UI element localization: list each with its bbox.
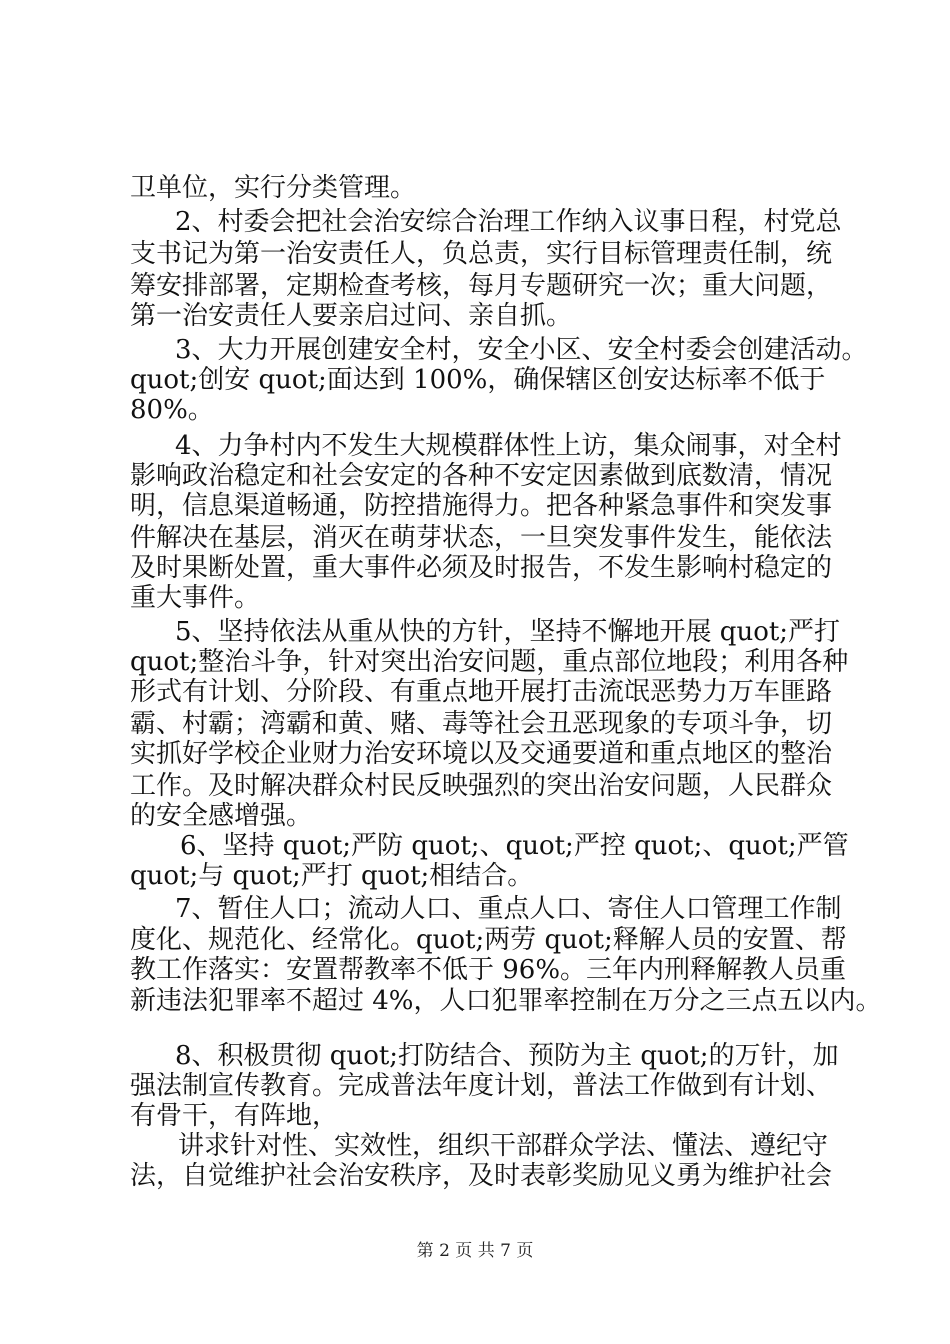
text-line: quot;整治斗争，针对突出治安问题，重点部位地段；利用各种 [130,647,849,677]
text-line: 4、力争村内不发生大规模群体性上访，集众闹事，对全村 [175,431,842,461]
text-line: 7、暂住人口；流动人口、重点人口、寄住人口管理工作制 [175,894,842,924]
text-line: 工作。及时解决群众村民反映强烈的突出治安问题，人民群众 [130,771,833,801]
text-line: 有骨干，有阵地， [130,1101,339,1131]
text-line: 的安全感增强。 [130,801,313,831]
text-line: 卫单位，实行分类管理。 [130,173,417,203]
page-footer: 第 2 页 共 7 页 [416,1241,534,1261]
text-line: 2、村委会把社会治安综合治理工作纳入议事日程，村党总 [175,207,842,237]
text-line: 强法制宣传教育。完成普法年度计划，普法工作做到有计划、 [130,1071,833,1101]
text-line: 新违法犯罪率不超过 4%，人口犯罪率控制在万分之三点五以内。 [130,986,882,1016]
text-line: quot;创安 quot;面达到 100%，确保辖区创安达标率不低于 [130,365,826,395]
text-line: 5、坚持依法从重从快的方针，坚持不懈地开展 quot;严打 [175,617,841,647]
text-line: 霸、村霸；湾霸和黄、赌、毒等社会丑恶现象的专项斗争，切 [130,709,833,739]
text-line: 3、大力开展创建安全村，安全小区、安全村委会创建活动。 [175,335,868,365]
text-line: 重大事件。 [130,583,261,613]
text-line: 及时果断处置，重大事件必须及时报告，不发生影响村稳定的 [130,553,833,583]
text-line: 6、坚持 quot;严防 quot;、quot;严控 quot;、quot;严管 [180,831,849,861]
text-line: 度化、规范化、经常化。quot;两劳 quot;释解人员的安置、帮 [130,925,847,955]
text-line: 形式有计划、分阶段、有重点地开展打击流氓恶势力万车匪路 [130,677,833,707]
text-line: 第一治安责任人要亲启过问、亲自抓。 [130,301,573,331]
text-line: 法，自觉维护社会治安秩序，及时表彰奖励见义勇为维护社会 [130,1161,833,1191]
text-line: 80%。 [130,395,214,425]
text-line: 讲求针对性、实效性，组织干部群众学法、懂法、遵纪守 [178,1131,829,1161]
text-line: 筹安排部署，定期检查考核，每月专题研究一次；重大问题， [130,271,833,301]
text-line: 支书记为第一治安责任人，负总责，实行目标管理责任制，统 [130,239,833,269]
text-line: 实抓好学校企业财力治安环境以及交通要道和重点地区的整治 [130,739,833,769]
text-line: 教工作落实：安置帮教率不低于 96%。三年内刑释解教人员重 [130,955,847,985]
text-line: 影响政治稳定和社会安定的各种不安定因素做到底数清，情况 [130,461,833,491]
text-line: 件解决在基层，消灭在萌芽状态，一旦突发事件发生，能依法 [130,523,833,553]
text-line: 8、积极贯彻 quot;打防结合、预防为主 quot;的万针，加 [175,1041,839,1071]
text-line: quot;与 quot;严打 quot;相结合。 [130,861,534,891]
text-line: 明，信息渠道畅通，防控措施得力。把各种紧急事件和突发事 [130,491,833,521]
